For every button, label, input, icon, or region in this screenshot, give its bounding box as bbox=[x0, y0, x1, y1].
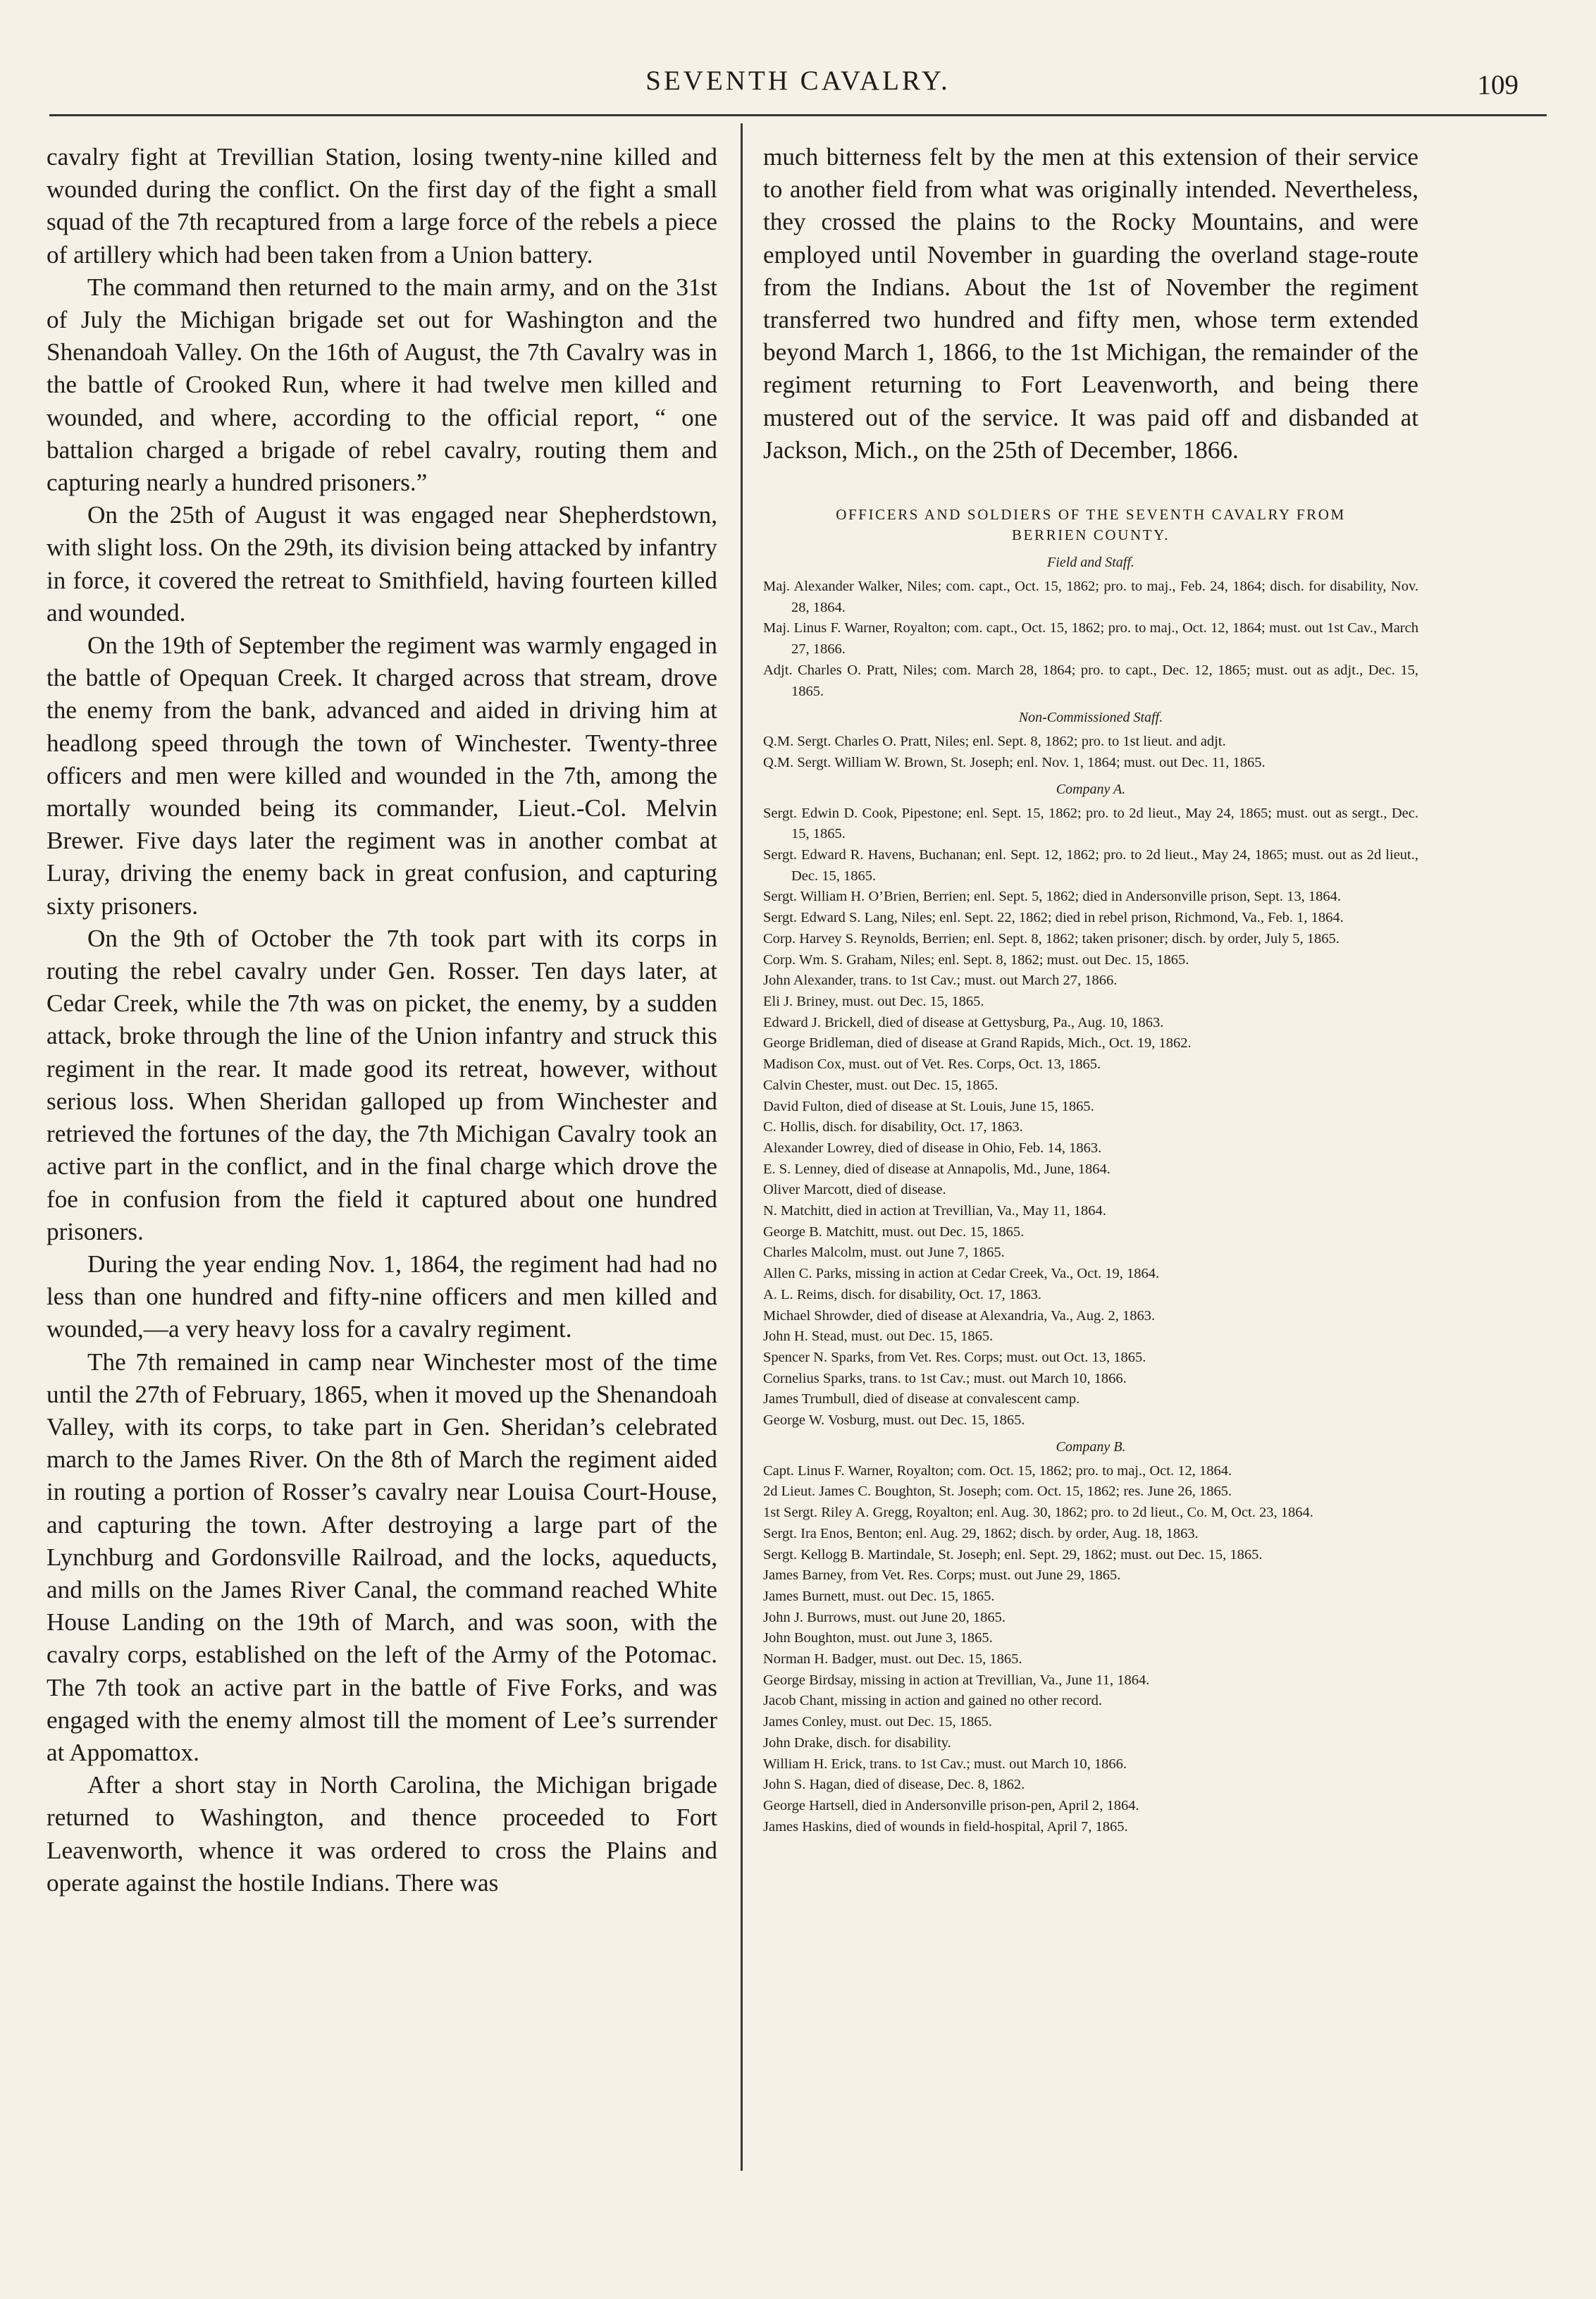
roster-entry: E. S. Lenney, died of disease at Annapolis, Md., June, 1864. bbox=[763, 1161, 1111, 1177]
roster-entry: Sergt. Edward S. Lang, Niles; enl. Sept. 22, 1862; died in rebel prison, Richmond, Va., Feb. 1, 1864. bbox=[763, 910, 1344, 926]
roster-entry: Oliver Marcott, died of disease. bbox=[763, 1182, 946, 1198]
roster-list-company-a bbox=[763, 803, 1418, 1431]
roster-entry: Alexander Lowrey, died of disease in Ohio, Feb. 14, 1863. bbox=[763, 1140, 1102, 1156]
roster-entry: Cornelius Sparks, trans. to 1st Cav.; must. out March 10, 1866. bbox=[763, 1370, 1127, 1386]
roster-entry: John Alexander, trans. to 1st Cav.; must. out March 27, 1866. bbox=[763, 973, 1118, 989]
roster-entry: James Burnett, must. out Dec. 15, 1865. bbox=[763, 1588, 995, 1604]
roster-entry: James Conley, must. out Dec. 15, 1865. bbox=[763, 1714, 992, 1730]
column-divider bbox=[741, 123, 743, 2171]
roster-entry: Q.M. Sergt. Charles O. Pratt, Niles; enl. Sept. 8, 1862; pro. to 1st lieut. and adjt. bbox=[763, 734, 1226, 750]
right-column-text bbox=[763, 141, 1418, 467]
section-heading-company-b: Company B. bbox=[1056, 1438, 1126, 1455]
roster-entry: Corp. Harvey S. Reynolds, Berrien; enl. Sept. 8, 1862; taken prisoner; disch. by order, July 5, 1865. bbox=[763, 930, 1340, 947]
roster-entry: Capt. Linus F. Warner, Royalton; com. Oct. 15, 1862; pro. to maj., Oct. 12, 1864. bbox=[763, 1462, 1232, 1479]
roster-entry: George Hartsell, died in Andersonville prison-pen, April 2, 1864. bbox=[763, 1798, 1139, 1813]
roster-entry: Jacob Chant, missing in action and gained no other record. bbox=[763, 1693, 1103, 1709]
roster-entry: Q.M. Sergt. William W. Brown, St. Joseph; enl. Nov. 1, 1864; must. out Dec. 11, 1865. bbox=[763, 754, 1266, 770]
roster-entry: Michael Shrowder, died of disease at Alexandria, Va., Aug. 2, 1863. bbox=[763, 1307, 1156, 1324]
roster-entry: Charles Malcolm, must. out June 7, 1865. bbox=[763, 1245, 1005, 1261]
roster-entry: Norman H. Badger, must. out Dec. 15, 1865. bbox=[763, 1651, 1022, 1668]
roster-entry: Allen C. Parks, missing in action at Cedar Creek, Va., Oct. 19, 1864. bbox=[763, 1266, 1160, 1282]
roster-entry: C. Hollis, disch. for disability, Oct. 17, 1863. bbox=[763, 1119, 1023, 1135]
roster-entry: Maj. Alexander Walker, Niles; com. capt., Oct. 15, 1862; pro. to maj., Feb. 24, 1864; disch. for disability, Nov. 28, 1864. bbox=[763, 579, 1418, 615]
roster-title: OFFICERS AND SOLDIERS OF THE SEVENTH CAVALRY FROM BERRIEN COUNTY. bbox=[836, 506, 1346, 544]
roster-entry: Madison Cox, must. out of Vet. Res. Corps, Oct. 13, 1865. bbox=[763, 1056, 1101, 1073]
roster-entry: James Trumbull, died of disease at convalescent camp. bbox=[763, 1391, 1080, 1407]
right-column bbox=[763, 141, 1418, 1837]
roster-entry: Eli J. Briney, must. out Dec. 15, 1865. bbox=[763, 993, 984, 1009]
roster-entry: Maj. Linus F. Warner, Royalton; com. capt., Oct. 15, 1862; pro. to maj., Oct. 12, 1864; must. out 1st Cav., March 27, 1866. bbox=[763, 620, 1418, 658]
page-number: 109 bbox=[1477, 70, 1518, 100]
section-heading-company-a: Company A. bbox=[1056, 781, 1126, 797]
page-header bbox=[49, 65, 1547, 116]
roster-entry: Spencer N. Sparks, from Vet. Res. Corps; must. out Oct. 13, 1865. bbox=[763, 1349, 1146, 1365]
paragraph: On the 19th of September the regiment was warmly engaged in the battle of Opequan Creek. It charged across that stream, drove the enemy from the bank, advanced and aided in driving him at headlong speed through the town of Winchester. Twenty-three officers and men were killed and wounded in the 7th, among the mortally wounded being its commander, Lieut.-Col. Melvin Brewer. Five days later the regiment was in another combat at Luray, driving the enemy back in great confusion, and capturing sixty prisoners. bbox=[47, 631, 717, 920]
roster-entry: 1st Sergt. Riley A. Gregg, Royalton; enl. Aug. 30, 1862; pro. to 2d lieut., Co. M, Oct. 23, 1864. bbox=[763, 1505, 1313, 1521]
left-column bbox=[47, 141, 717, 1899]
roster-list-field-staff bbox=[763, 577, 1418, 702]
roster-entry: William H. Erick, trans. to 1st Cav.; must. out March 10, 1866. bbox=[763, 1756, 1127, 1772]
roster-entry: Sergt. Edward R. Havens, Buchanan; enl. Sept. 12, 1862; pro. to 2d lieut., May 24, 1865; must. out as 2d lieut., Dec. 15, 1865. bbox=[763, 847, 1418, 884]
paragraph: cavalry fight at Trevillian Station, losing twenty-nine killed and wounded during the conflict. On the first day of the fight a small squad of the 7th recaptured from a large force of the rebels a piece of artillery which had been taken from a Union battery. bbox=[47, 143, 717, 269]
roster-entry: Adjt. Charles O. Pratt, Niles; com. March 28, 1864; pro. to capt., Dec. 12, 1865; must. out as adjt., Dec. 15, 1865. bbox=[763, 662, 1418, 699]
roster-entry: John Drake, disch. for disability. bbox=[763, 1734, 951, 1751]
paragraph: After a short stay in North Carolina, the Michigan brigade returned to Washington, and thence proceeded to Fort Leavenworth, whence it was ordered to cross the Plains and operate against the hostile Indians. There was bbox=[47, 1771, 717, 1897]
roster-entry: George B. Matchitt, must. out Dec. 15, 1865. bbox=[763, 1224, 1025, 1240]
section-heading-field-staff: Field and Staff. bbox=[1047, 555, 1134, 571]
roster-entry: James Haskins, died of wounds in field-hospital, April 7, 1865. bbox=[763, 1818, 1128, 1835]
roster-entry: Sergt. Kellogg B. Martindale, St. Joseph; enl. Sept. 29, 1862; must. out Dec. 15, 1865. bbox=[763, 1546, 1263, 1563]
roster-entry: Sergt. Edwin D. Cook, Pipestone; enl. Sept. 15, 1862; pro. to 2d lieut., May 24, 1865; must. out as sergt., Dec. 15, 1865. bbox=[763, 805, 1418, 842]
roster-entry: John S. Hagan, died of disease, Dec. 8, 1862. bbox=[763, 1777, 1025, 1793]
paragraph: On the 25th of August it was engaged near Shepherdstown, with slight loss. On the 29th, its division being attacked by infantry in force, it covered the retreat to Smithfield, having fourteen killed and wounded. bbox=[47, 501, 717, 627]
roster-entry: Sergt. William H. O’Brien, Berrien; enl. Sept. 5, 1862; died in Andersonville prison, Sept. 13, 1864. bbox=[763, 889, 1342, 905]
roster-list-company-b bbox=[763, 1461, 1418, 1838]
roster-entry: Edward J. Brickell, died of disease at Gettysburg, Pa., Aug. 10, 1863. bbox=[763, 1014, 1164, 1030]
roster-entry: George W. Vosburg, must. out Dec. 15, 1865. bbox=[763, 1412, 1025, 1429]
roster-entry: A. L. Reims, disch. for disability, Oct. 17, 1863. bbox=[763, 1286, 1041, 1302]
roster-entry: John J. Burrows, must. out June 20, 1865. bbox=[763, 1609, 1006, 1625]
roster-entry: George Bridleman, died of disease at Grand Rapids, Mich., Oct. 19, 1862. bbox=[763, 1035, 1192, 1052]
roster-entry: John Boughton, must. out June 3, 1865. bbox=[763, 1630, 993, 1646]
roster-entry: 2d Lieut. James C. Boughton, St. Joseph; com. Oct. 15, 1862; res. June 26, 1865. bbox=[763, 1484, 1232, 1500]
paragraph: On the 9th of October the 7th took part with its corps in routing the rebel cavalry under Gen. Rosser. Ten days later, at Cedar Creek, while the 7th was on picket, the enemy, by a sudden attack, broke through the line of the Union infantry and struck this regiment in the rear. It made good its retreat, however, without serious loss. When Sheridan galloped up from Winchester and retrieved the fortunes of the day, the 7th Michigan Cavalry took an active part in the conflict, and in the final charge which drove the foe in confusion from the field it captured about one hundred prisoners. bbox=[47, 924, 717, 1245]
roster-entry: George Birdsay, missing in action at Trevillian, Va., June 11, 1864. bbox=[763, 1672, 1150, 1688]
paragraph: much bitterness felt by the men at this extension of their service to another field from what was originally intended. Nevertheless, they crossed the plains to the Rocky Mountains, and were employed until November in guarding the overland stage-route from the Indians. About the 1st of November the regiment transferred two hundred and fifty men, whose term extended beyond March 1, 1866, to the 1st Michigan, the remainder of the regiment returning to Fort Leavenworth, and being there mustered out of the service. It was paid off and disbanded at Jackson, Mich., on the 25th of December, 1866. bbox=[763, 143, 1418, 464]
roster-entry: Sergt. Ira Enos, Benton; enl. Aug. 29, 1862; disch. by order, Aug. 18, 1863. bbox=[763, 1525, 1199, 1541]
paragraph: During the year ending Nov. 1, 1864, the regiment had had no less than one hundred and fifty-nine officers and men killed and wounded,—a very heavy loss for a cavalry regiment. bbox=[47, 1250, 717, 1343]
roster-list-non-commissioned-staff bbox=[763, 732, 1418, 773]
roster-entry: James Barney, from Vet. Res. Corps; must. out June 29, 1865. bbox=[763, 1567, 1121, 1584]
roster-entry: John H. Stead, must. out Dec. 15, 1865. bbox=[763, 1329, 994, 1345]
roster-entry: N. Matchitt, died in action at Trevillian, Va., May 11, 1864. bbox=[763, 1203, 1106, 1219]
roster-entry: David Fulton, died of disease at St. Louis, June 15, 1865. bbox=[763, 1098, 1094, 1114]
running-title: SEVENTH CAVALRY. bbox=[645, 66, 951, 96]
paragraph: The 7th remained in camp near Winchester most of the time until the 27th of February, 1865, when it moved up the Shenandoah Valley, with its corps, to take part in Gen. Sheridan’s celebrated march to the James River. On the 8th of March the regiment aided in routing a portion of Rosser’s cavalry near Louisa Court-House, and capturing the town. After destroying a large part of the Lynchburg and Gordonsville Railroad, and the locks, aqueducts, and mills on the James River Canal, the command reached White House Landing on the 19th of March, and was soon, with the cavalry corps, established on the left of the Army of the Potomac. The 7th took an active part in the battle of Five Forks, and was engaged with the enemy almost till the moment of Lee’s surrender at Appomattox. bbox=[47, 1348, 717, 1766]
paragraph: The command then returned to the main army, and on the 31st of July the Michigan brigade set out for Washington and the Shenandoah Valley. On the 16th of August, the 7th Cavalry was in the battle of Crooked Run, where it had twelve men killed and wounded, and where, according to the official report, “ one battalion charged a brigade of rebel cavalry, routing them and capturing nearly a hundred prisoners.” bbox=[47, 273, 717, 497]
section-heading-non-commissioned-staff: Non-Commissioned Staff. bbox=[1018, 710, 1163, 726]
roster-entry: Corp. Wm. S. Graham, Niles; enl. Sept. 8, 1862; must. out Dec. 15, 1865. bbox=[763, 951, 1189, 968]
roster-entry: Calvin Chester, must. out Dec. 15, 1865. bbox=[763, 1077, 998, 1093]
